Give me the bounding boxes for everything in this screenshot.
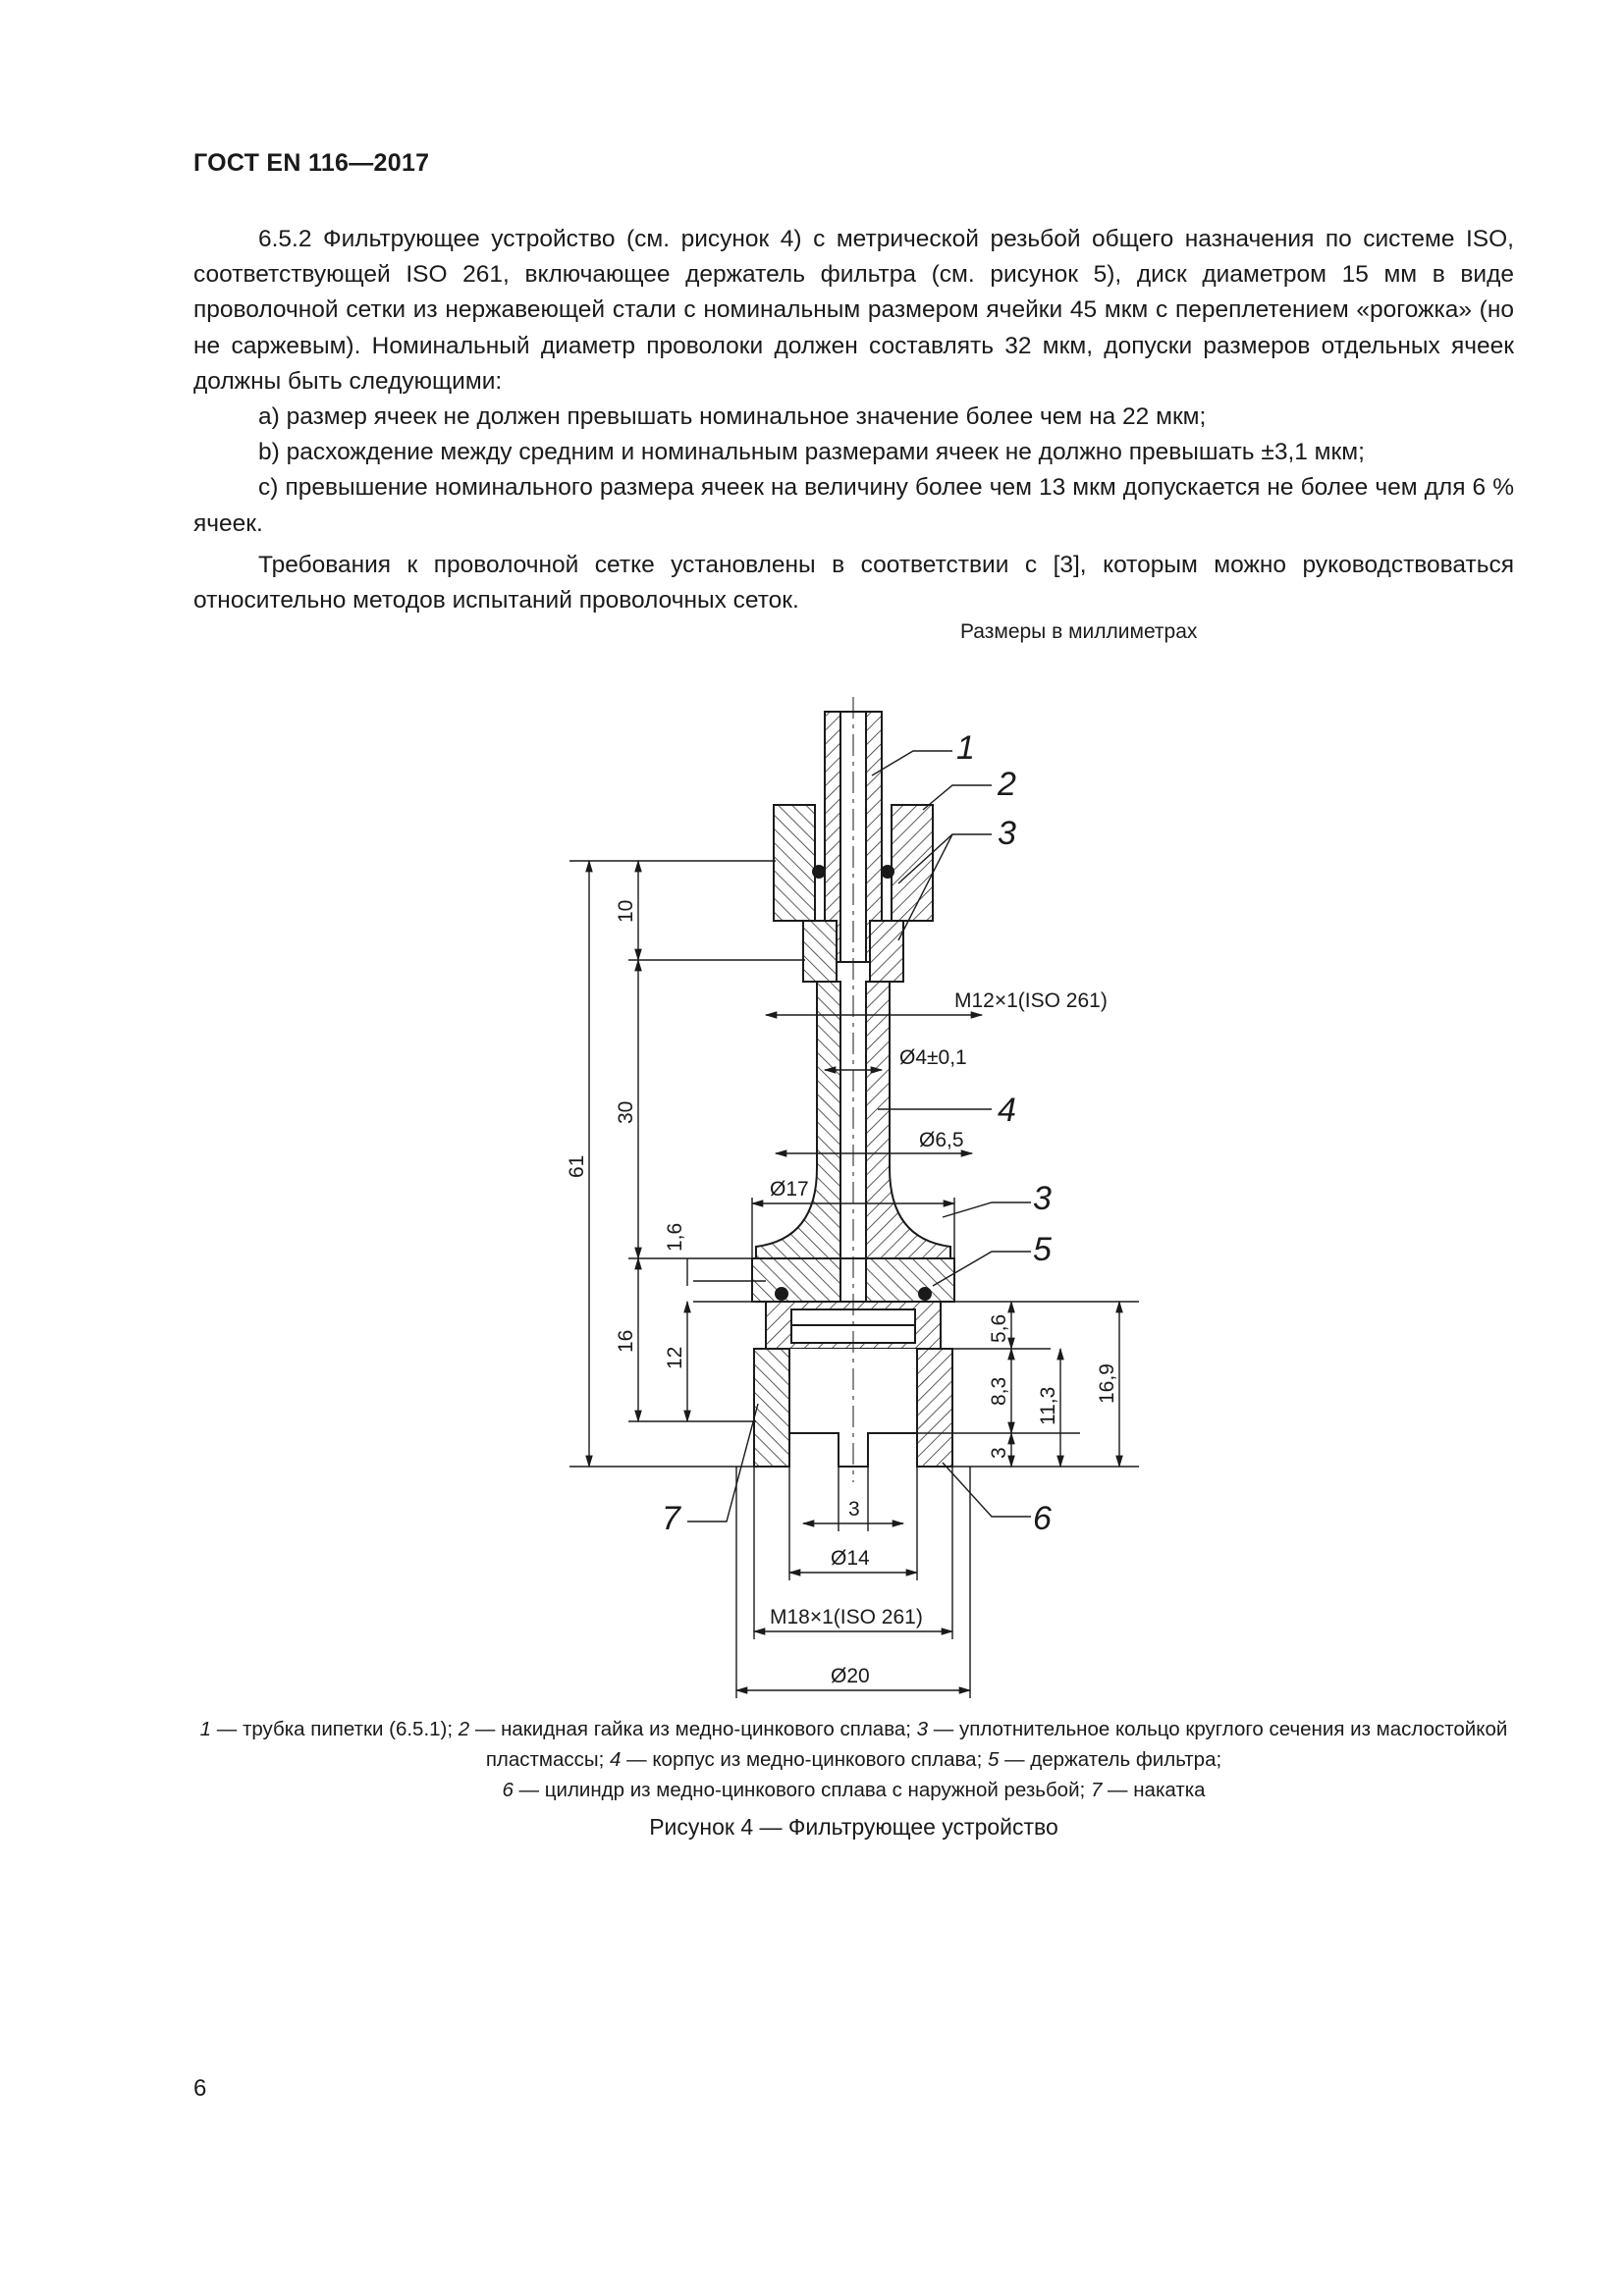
dim-phi6-5: Ø6,5 (919, 1129, 964, 1151)
legend-text-5: — держатель фильтра; (999, 1748, 1222, 1771)
body-neck (870, 921, 903, 982)
dim-11-3: 11,3 (1037, 1386, 1059, 1425)
legend-text-2: — накидная гайка из медно-цинкового сплава; (469, 1718, 917, 1740)
union-nut (892, 805, 933, 921)
dim-phi14: Ø14 (831, 1547, 870, 1570)
list-item-c: c) превышение номинального размера ячеек на величину более чем 13 мкм допускается не более чем для 6 % ячеек. (193, 474, 1514, 537)
callout-3-top: 3 (998, 815, 1016, 852)
dim-m12: M12×1(ISO 261) (954, 989, 1108, 1012)
page-number: 6 (193, 2075, 207, 2102)
dim-16: 16 (615, 1329, 637, 1353)
callout-7: 7 (662, 1500, 680, 1537)
dim-61: 61 (566, 1154, 588, 1178)
legend-num-5: 5 (987, 1748, 1000, 1771)
threaded-cylinder (917, 1349, 952, 1467)
legend-num-3: 3 (916, 1718, 929, 1740)
dim-16-9: 16,9 (1096, 1363, 1118, 1404)
legend-text-4: — корпус из медно-цинкового сплава; (621, 1748, 988, 1771)
paragraph-6-5-2: 6.5.2 Фильтрующее устройство (см. рисунок 4) с метрической резьбой общего назначения по системе ISO, соответствующей ISO 261, включающее держатель фильтра (см. рисунок 5), диск диаметром 15 мм в виде проволочной сетки из нержавеющей стали с номинальным размером ячейки 45 мкм с переплетением «рогожка» (но не саржевым). Номинальный диаметр проволоки должен составлять 32 мкм, допуски размеров отдельных ячеек должны быть следующими: (193, 226, 1514, 395)
dimensions-note: Размеры в миллиметрах (960, 620, 1198, 643)
dim-phi4: Ø4±0,1 (899, 1046, 967, 1069)
legend-text-6: — цилиндр из медно-цинкового сплава с наружной резьбой; (513, 1779, 1091, 1801)
dim-phi17: Ø17 (770, 1178, 809, 1201)
legend-text-1: — трубка пипетки (6.5.1); (211, 1718, 459, 1740)
legend-num-6: 6 (502, 1779, 514, 1801)
callout-4: 4 (998, 1092, 1016, 1129)
union-nut (774, 805, 815, 921)
legend-text-7: — накатка (1102, 1779, 1206, 1801)
list-item-b: b) расхождение между средним и номинальным размерами ячеек не должно превышать ±3,1 мкм; (258, 439, 1365, 466)
callout-3-bottom: 3 (1033, 1180, 1052, 1217)
legend-num-1: 1 (199, 1718, 212, 1740)
callout-5: 5 (1033, 1231, 1052, 1268)
document-header: ГОСТ EN 116—2017 (193, 149, 430, 177)
legend-num-2: 2 (458, 1718, 470, 1740)
threaded-cylinder (754, 1349, 789, 1467)
dim-1-6: 1,6 (664, 1222, 686, 1252)
callout-2: 2 (998, 766, 1016, 803)
figure-legend (193, 1714, 1514, 1805)
list-item-a: a) размер ячеек не должен превышать номинальное значение более чем на 22 мкм; (258, 403, 1207, 431)
body-neck (803, 921, 837, 982)
dim-8-3: 8,3 (988, 1376, 1010, 1406)
dim-30: 30 (615, 1100, 637, 1124)
body-stem (756, 982, 840, 1276)
callout-6: 6 (1033, 1500, 1052, 1537)
paragraph-requirements: Требования к проволочной сетке установлены в соответствии с [3], которым можно руководствоваться относительно методов испытаний проволочных сеток. (193, 551, 1514, 614)
legend-text-3: — уплотнительное кольцо круглого сечения из маслостойкой пластмассы; (485, 1718, 1508, 1771)
callout-1: 1 (956, 729, 975, 767)
dim-10: 10 (615, 899, 637, 923)
dim-12: 12 (664, 1346, 686, 1369)
dim-phi20: Ø20 (831, 1665, 870, 1687)
dim-3-bottom: 3 (848, 1498, 860, 1521)
dim-m18: M18×1(ISO 261) (770, 1606, 923, 1629)
legend-num-7: 7 (1090, 1779, 1103, 1801)
dim-5-6: 5,6 (988, 1313, 1010, 1343)
figure-caption: Рисунок 4 — Фильтрующее устройство (649, 1814, 1058, 1840)
legend-num-4: 4 (610, 1748, 622, 1771)
dim-3-right: 3 (988, 1447, 1010, 1459)
